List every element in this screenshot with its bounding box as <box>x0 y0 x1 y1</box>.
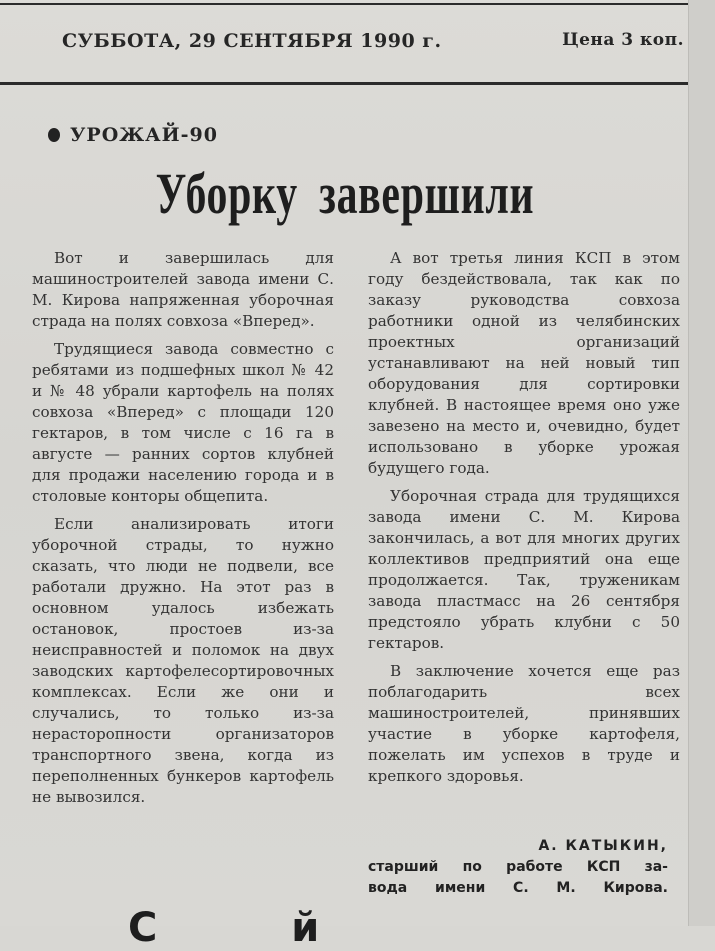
author-position: старший по работе КСП за- <box>368 859 668 875</box>
author-position: вода имени С. М. Кирова. <box>368 880 668 896</box>
bullet-icon <box>48 128 60 142</box>
article-column-right <box>368 248 680 794</box>
paragraph: А вот третья линия КСП в этом году бездействовала, так как по заказу руководства совхоза работники одной из челябинских проектных организаций устанавливают на ней новый тип оборудования для сортировки клубней. В настоящее время оно уже завезено на место и, очевидно, будет использовано в уборке урожая будущего года. <box>368 249 680 477</box>
issue-date: СУББОТА, 29 СЕНТЯБРЯ 1990 г. <box>62 30 442 52</box>
paragraph: В заключение хочется еще раз поблагодарить всех машиностроителей, принявших участие в уборке картофеля, пожелать им успехов в труде и крепкого здоровья. <box>368 662 680 785</box>
paragraph: Если анализировать итоги уборочной страды, то нужно сказать, что люди не подвели, все работали дружно. На этот раз в основном удалось избежать остановок, простоев из-за неисправностей и поломок на двух заводских картофелесортировочных комплексах. Если же они и случались, то только из-за нерасторопности организаторов транспортного звена, когда из переполненных бункеров картофель не вывозился. <box>32 515 334 806</box>
author-name: А. КАТЫКИН, <box>538 838 668 854</box>
page-edge <box>688 0 715 926</box>
masthead-rule <box>0 82 690 85</box>
signature <box>368 836 668 899</box>
next-article-heading: С й <box>128 905 380 951</box>
article-title: Уборку завершили <box>155 161 535 226</box>
paragraph: Вот и завершилась для машиностроителей завода имени С. М. Кирова напряженная уборочная страда на полях совхоза «Вперед». <box>32 249 334 330</box>
paragraph: Трудящиеся завода совместно с ребятами из подшефных школ № 42 и № 48 убрали картофель на полях совхоза «Вперед» с площади 120 гектаров, в том числе с 16 га в августе — ранних сортов клубней для продажи населению города и в столовые конторы общепита. <box>32 340 334 505</box>
article-column-left <box>32 248 334 815</box>
paragraph: Уборочная страда для трудящихся завода имени С. М. Кирова закончилась, а вот для многих других коллективов предприятий она еще продолжается. Так, труженикам завода пластмасс на 26 сентября предстояло убрать клубни с 50 гектаров. <box>368 487 680 652</box>
top-rule <box>0 3 690 5</box>
rubric <box>48 124 218 146</box>
issue-price: Цена 3 коп. <box>562 30 684 50</box>
rubric-label: УРОЖАЙ-90 <box>70 124 218 146</box>
